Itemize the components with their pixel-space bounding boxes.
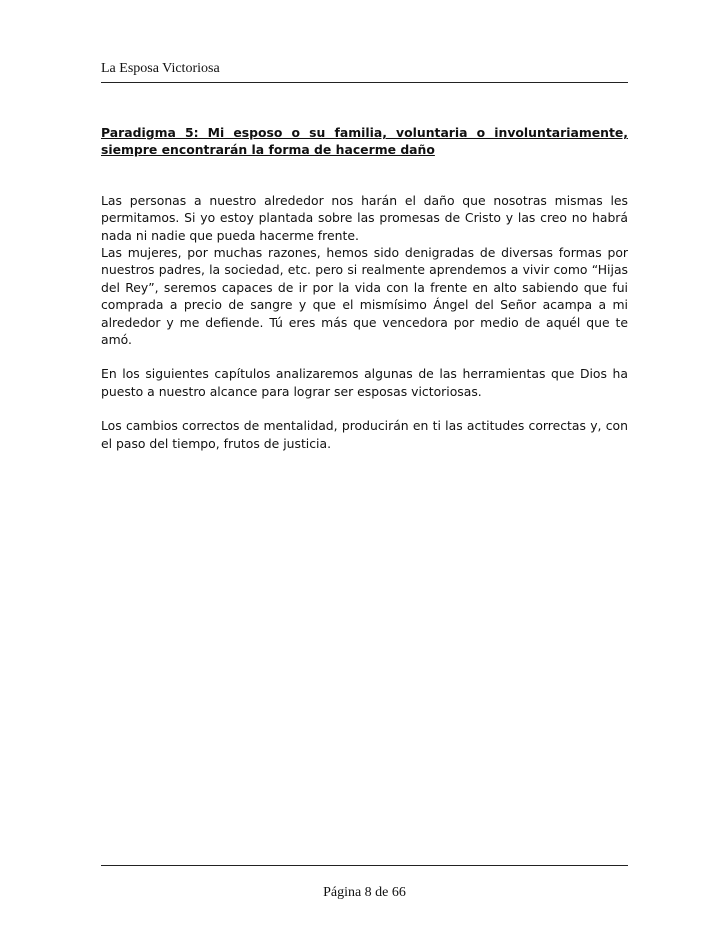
spacer: [101, 400, 628, 417]
paragraph-3: En los siguientes capítulos analizaremos algunas de las herramientas que Dios ha puesto a nuestro alcance para lograr ser esposas victoriosas.: [101, 366, 628, 399]
page-header: [101, 58, 628, 83]
spacer: [101, 175, 628, 192]
document-title: La Esposa Victoriosa: [101, 61, 220, 76]
paragraph-1: Las personas a nuestro alrededor nos harán el daño que nosotras mismas les permitamos. Si yo estoy plantada sobre las promesas de Cristo y las creo no habrá nada ni nadie que pueda hacerme frente.: [101, 192, 628, 243]
spacer: [101, 348, 628, 365]
section-heading: Paradigma 5: Mi esposo o su familia, voluntaria o involuntariamente, siempre encontrarán la forma de hacerme daño: [101, 125, 628, 158]
paragraph-2: Las mujeres, por muchas razones, hemos sido denigradas de diversas formas por nuestros padres, la sociedad, etc. pero si realmente aprendemos a vivir como “Hijas del Rey”, seremos capaces de ir por la vida con la frente en alto sabiendo que fui comprada a precio de sangre y que el mismísimo Ángel del Señor acampa a mi alrededor y me defiende. Tú eres más que vencedora por medio de aquél que te amó.: [101, 245, 628, 348]
paragraph-4: Los cambios correctos de mentalidad, producirán en ti las actitudes correctas y, con el paso del tiempo, frutos de justicia.: [101, 418, 628, 451]
page-content: [101, 124, 628, 452]
page-number: Página 8 de 66: [323, 885, 406, 900]
footer-divider: [101, 865, 628, 866]
